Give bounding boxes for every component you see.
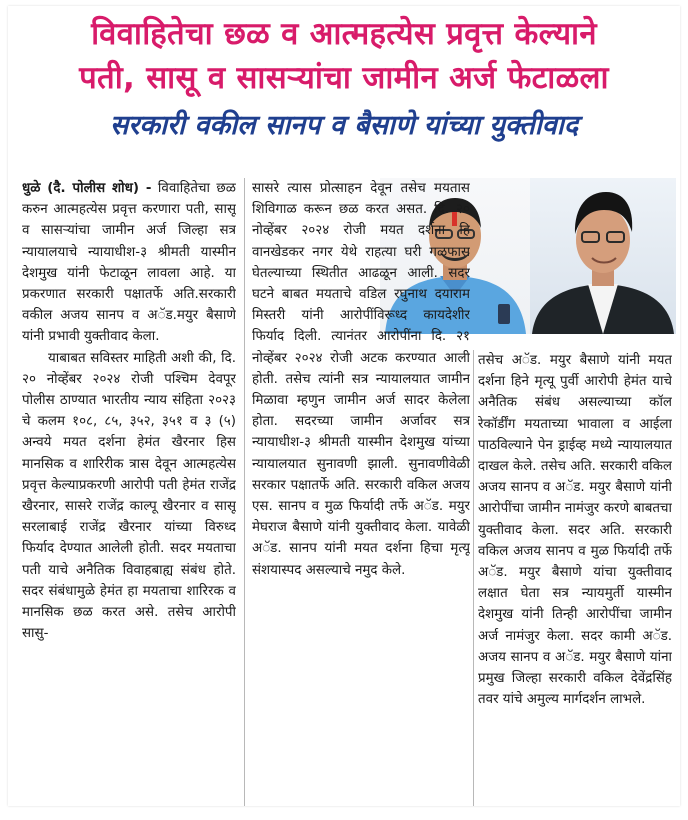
paragraph-text: विवाहितेचा छळ करुन आत्महत्येस प्रवृत्त करणारा पती, सासू व सासऱ्यांचा जामीन अर्ज जिल्हा सत्र न्यायालयाचे न्यायाधीश-३ श्रीमती यास्मीन देशमुख यांनी फेटाळून लावला आहे. या प्रकरणात सरकारी पक्षातर्फे अति.सरकारी वकील अजय सानप व अॅड.मयुर बैसाणे यांनी प्रभावी युक्तीवाद केला. bbox=[22, 181, 236, 345]
headline bbox=[8, 6, 680, 100]
dateline: धुळे (दै. पोलीस शोध) - bbox=[22, 181, 152, 196]
article-column-2 bbox=[252, 178, 470, 806]
headline-line-2: पती, सासू व सासऱ्यांचा जामीन अर्ज फेटाळला bbox=[79, 60, 609, 96]
article-paragraph bbox=[22, 178, 236, 348]
column-divider bbox=[244, 178, 245, 806]
article-column-3 bbox=[478, 350, 672, 806]
subheadline: सरकारी वकील सानप व बैसाणे यांच्या युक्तीवाद bbox=[109, 110, 579, 141]
article-paragraph: याबाबत सविस्तर माहिती अशी की, दि. २० नोव्हेंबर २०२४ रोजी पश्चिम देवपूर पोलीस ठाण्यात भारतीय न्याय संहिता २०२३ चे कलम १०८, ८५, ३५२, ३५१ व ३ (५) अन्वये मयत दर्शना हेमंत खैरनार हिस मानसिक व शारिरीक त्रास देवून आत्महत्येस प्रवृत्त केल्याप्रकरणी आरोपी पती हेमंत राजेंद्र खैरनार, सासरे राजेंद्र काल्पू खैरनार व सासू सरलाबाई राजेंद्र खैरनार यांच्या विरुध्द फिर्याद देण्यात आलेली होती. सदर मयताचा पती याचे अनैतिक विवाहबाह्य संबंध होते. सदर संबंधामुळे हेमंत हा मयताचा शारिरक व मानसिक छळ करत असे. तसेच आरोपी सासु- bbox=[22, 350, 236, 642]
headline-line-1: विवाहितेचा छळ व आत्महत्येस प्रवृत्त केल्याने bbox=[91, 16, 597, 52]
article-paragraph: तसेच अॅड. मयुर बैसाणे यांनी मयत दर्शना हिने मृत्यू पुर्वी आरोपी हेमंत याचे अनैतिक संबंध असल्याच्या कॉल रेकॉर्डींग मयताच्या भावाला व आईला पाठविल्याने पेन ड्राईव्ह मध्ये न्यायालयात दाखल केले. तसेच अति. सरकारी वकिल अजय सानप व अॅड. मयुर बैसाणे यांनी आरोपींचा जामीन नामंजुर करणे बाबतचा युक्तीवाद केला. सदर अति. सरकारी वकिल अजय सानप व मुळ फिर्यादी तर्फे अॅड. मयुर बैसाणे यांचा युक्तीवाद लक्षात घेता सत्र न्यायमुर्ती यास्मीन देशमुख यांनी तिन्ही आरोपींचा जामीन अर्ज नामंजुर केला. सदर कामी अॅड. अजय सानप व अॅड. मयुर बैसाणे यांना प्रमुख जिल्हा सरकारी वकिल देवेंद्रसिंह तवर यांचे अमुल्य मार्गदर्शन लाभले. bbox=[478, 353, 672, 708]
article-column-1 bbox=[22, 178, 236, 806]
article-body bbox=[8, 178, 680, 806]
article-paragraph: सासरे त्यास प्रोत्साहन देवून तसेच मयतास शिविगाळ करून छळ करत असत. दि. २० नोव्हेंबर २०२४ रोजी मयत दर्शना हि वानखेडकर नगर येथे राहत्या घरी गळफास घेतल्याच्या स्थितीत आढळून आली. सदर घटने बाबत मयताचे वडिल रघुनाथ दयाराम मिस्तरी यांनी आरोपींविरूध्द कायदेशीर फिर्याद दिली. त्यानंतर आरोपींना दि. २१ नोव्हेंबर २०२४ रोजी अटक करण्यात आली होती. तसेच त्यांनी सत्र न्यायालयात जामीन मिळावा म्हणुन जामीन अर्ज सादर केलेला होता. सदरच्या जामीन अर्जावर सत्र न्यायाधीश-३ श्रीमती यास्मीन देशमुख यांच्या न्यायालयात सुनावणी झाली. सुनावणीवेळी सरकार पक्षातर्फे अति. सरकारी वकिल अजय एस. सानप व मुळ फिर्यादी तर्फे अॅड. मयुर मेघराज बैसाणे यांनी युक्तीवाद केला. यावेळी अॅड. सानप यांनी मयत दर्शना हिचा मृत्यू संशयास्पद असल्याचे नमुद केले. bbox=[252, 181, 470, 578]
column-divider bbox=[473, 350, 474, 806]
newspaper-clipping bbox=[8, 6, 680, 806]
